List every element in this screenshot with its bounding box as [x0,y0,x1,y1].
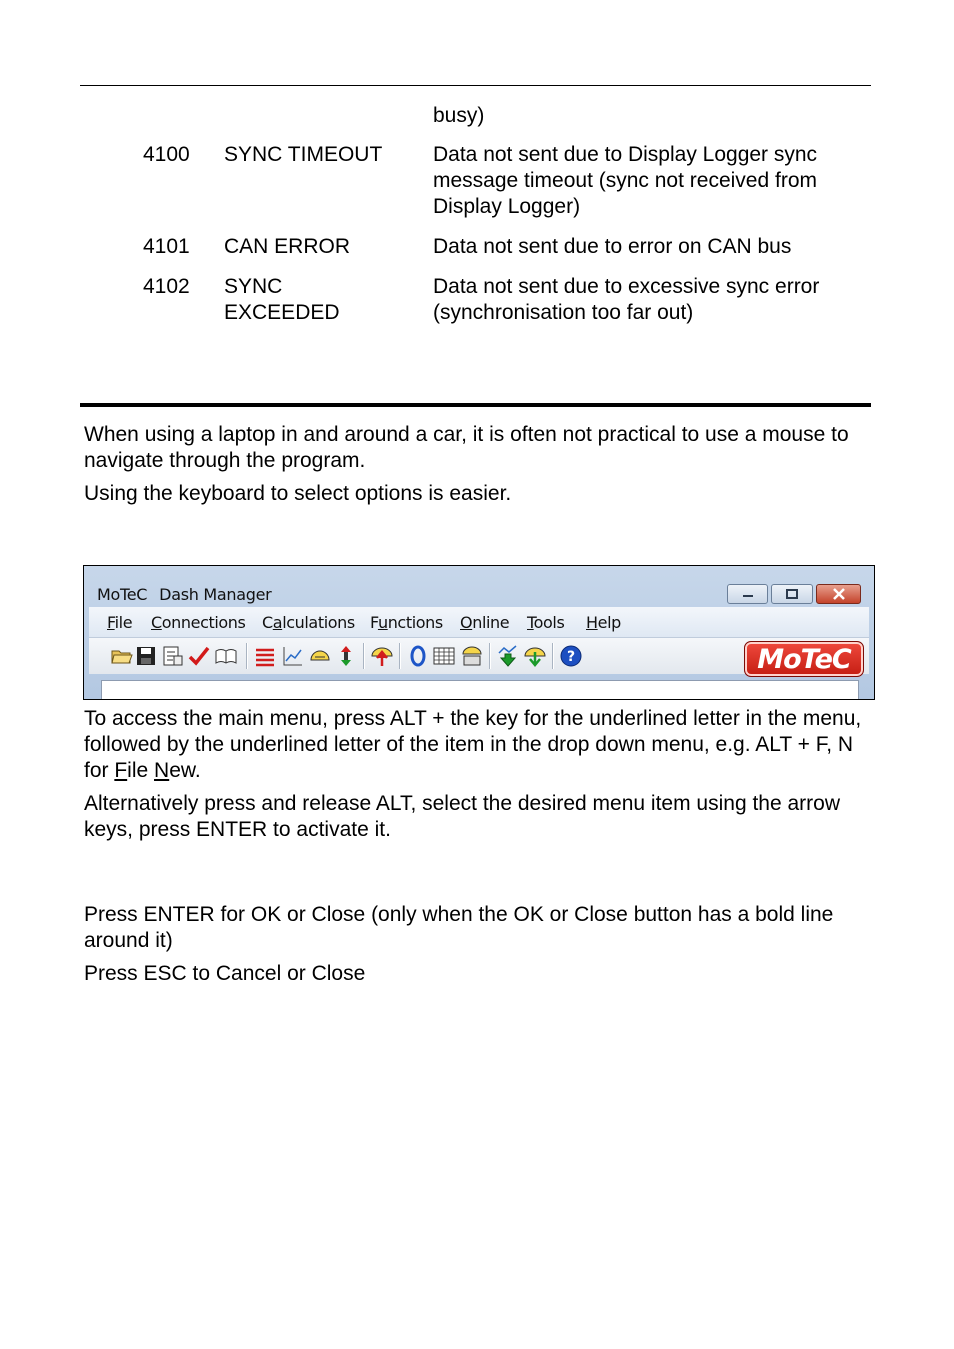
svg-text:?: ? [566,649,576,665]
menu-access-text-new: ew. [169,759,201,782]
graph-down-icon[interactable] [496,644,520,668]
toolbar-separator [363,643,365,669]
help-icon[interactable] [559,644,583,668]
close-button[interactable] [816,584,861,604]
zero-icon[interactable] [406,644,430,668]
menu-file[interactable]: File [107,613,133,632]
restore-icon [785,588,799,600]
save-icon[interactable] [134,644,158,668]
list-icon[interactable] [253,644,277,668]
error-code: 4101 [143,235,190,258]
dialog-paragraph-2: Press ESC to Cancel or Close [84,962,366,985]
dialog-paragraph: Press ENTER for OK or Close (only when the OK or Close button has a bold line around it) [84,903,834,952]
menu-access-paragraph-2: Alternatively press and release ALT, select the desired menu item using the arrow keys, press ENTER to activate it. [84,792,840,841]
menu-functions[interactable]: Functions [370,613,443,632]
menu-help[interactable]: Help [586,613,621,632]
download-icon[interactable] [523,644,547,668]
error-description: busy) [433,104,485,127]
header-rule [80,85,871,86]
error-name: SYNC TIMEOUT [224,143,383,166]
menu-access-text-file: ile [127,759,155,782]
window-title [97,585,271,604]
window-title-app: MoTeC [97,585,148,604]
check-icon[interactable] [187,644,211,668]
minimize-button[interactable] [727,584,768,604]
dial-icon[interactable] [308,644,332,668]
error-code: 4100 [143,143,190,166]
error-description: Data not sent due to error on CAN bus [433,235,792,258]
menu-online[interactable]: Online [460,613,510,632]
error-name: SYNC EXCEEDED [224,275,340,324]
toolbar-separator [489,643,491,669]
error-code: 4102 [143,275,190,298]
arrow-updown-icon[interactable] [334,644,358,668]
menu-connections[interactable]: Connections [151,613,246,632]
underlined-letter-n: N [154,759,170,782]
properties-icon[interactable] [160,644,184,668]
section-rule [80,403,871,407]
menu-access-paragraph [84,706,874,784]
intro-paragraph: When using a laptop in and around a car, it is often not practical to use a mouse to navigate through the program. [84,423,849,472]
open-folder-icon[interactable] [110,644,134,668]
upload-icon[interactable] [370,644,394,668]
grid-icon[interactable] [432,644,456,668]
logger-icon[interactable] [460,644,484,668]
toolbar-separator [399,643,401,669]
error-description: Data not sent due to Display Logger sync message timeout (sync not received from Display Logger) [433,143,818,218]
window-titlebar [89,569,869,607]
toolbar-separator [246,643,248,669]
maximize-button[interactable] [771,584,813,604]
menu-bar [89,607,869,638]
menu-tools[interactable]: Tools [527,613,565,632]
chart-icon[interactable] [281,644,305,668]
window-title-name: Dash Manager [159,585,272,604]
book-icon[interactable] [214,644,238,668]
menu-access-text: To access the main menu, press ALT + the key for the underlined letter in the menu, followed by the underlined letter of the item in the drop down menu, e.g. ALT + F, N for [84,707,862,782]
toolbar-separator [552,643,554,669]
error-name: CAN ERROR [224,235,351,258]
error-description: Data not sent due to excessive sync error (synchronisation too far out) [433,275,820,324]
menu-calculations[interactable]: Calculations [262,613,355,632]
dash-manager-window-screenshot [83,565,875,700]
motec-logo: MoTeC [744,641,864,677]
close-icon [832,588,846,600]
minimize-icon [741,590,755,598]
underlined-letter-f: F [114,759,128,782]
client-area [101,680,859,700]
intro-paragraph: Using the keyboard to select options is easier. [84,482,512,505]
